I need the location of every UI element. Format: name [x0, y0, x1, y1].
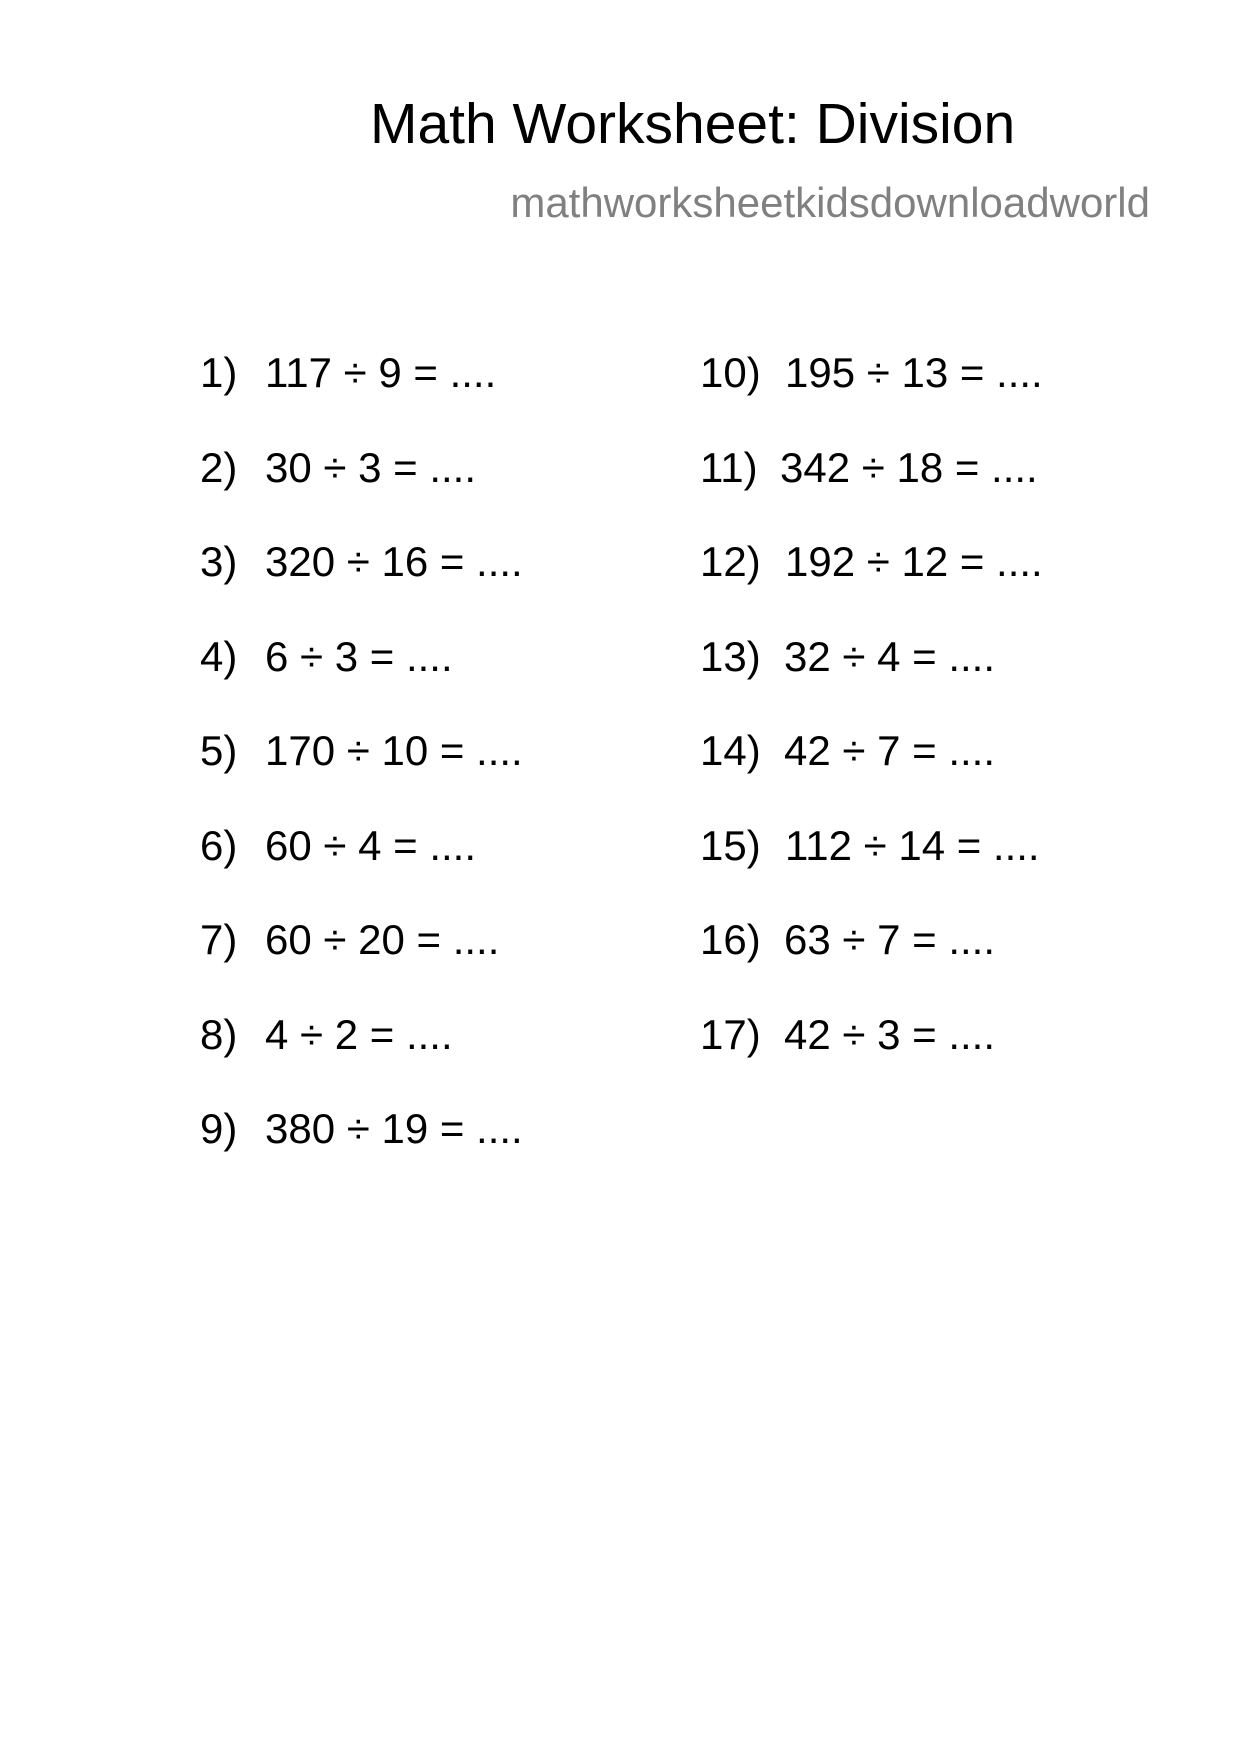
problem-number: 2) [200, 443, 238, 491]
problem-expression: 320 ÷ 16 = .... [265, 538, 523, 585]
problem-number: 9) [200, 1105, 238, 1152]
worksheet-title: Math Worksheet: Division [370, 92, 1016, 156]
problem-number: 5) [200, 727, 238, 774]
problem-expression: 380 ÷ 19 = .... [265, 1105, 523, 1152]
problem-expression: 60 ÷ 20 = .... [265, 916, 500, 963]
problem-expression: 117 ÷ 9 = .... [265, 349, 497, 396]
problem-number: 6) [200, 821, 238, 869]
problem-expression: 30 ÷ 3 = .... [265, 443, 477, 491]
problem-number: 1) [200, 349, 238, 396]
problem-expression: 32 ÷ 4 = .... [784, 632, 996, 680]
problem-expression: 170 ÷ 10 = .... [265, 727, 523, 774]
problem-expression: 4 ÷ 2 = .... [265, 1010, 453, 1058]
problem-number: 3) [200, 538, 238, 585]
problem-number: 13) [700, 632, 761, 680]
problem-number: 10) [700, 349, 761, 396]
problem-number: 7) [200, 916, 238, 963]
problem-number: 15) [700, 821, 761, 869]
problem-expression: 63 ÷ 7 = .... [784, 916, 996, 963]
problem-expression: 195 ÷ 13 = .... [785, 349, 1043, 396]
problem-expression: 6 ÷ 3 = .... [265, 632, 453, 680]
problem-number: 17) [700, 1010, 761, 1058]
problem-expression: 192 ÷ 12 = .... [785, 538, 1043, 585]
worksheet-source-subtitle: mathworksheetkidsdownloadworld [510, 179, 1150, 226]
problem-expression: 112 ÷ 14 = .... [785, 821, 1040, 869]
problem-number: 11) [700, 443, 758, 491]
problem-expression: 60 ÷ 4 = .... [265, 821, 477, 869]
problem-number: 14) [700, 727, 761, 774]
problem-number: 12) [700, 538, 761, 585]
problem-expression: 342 ÷ 18 = .... [780, 443, 1038, 491]
problem-number: 4) [200, 632, 238, 680]
problem-expression: 42 ÷ 3 = .... [784, 1010, 996, 1058]
problem-number: 8) [200, 1010, 238, 1058]
problem-number: 16) [700, 916, 761, 963]
problem-expression: 42 ÷ 7 = .... [784, 727, 996, 774]
